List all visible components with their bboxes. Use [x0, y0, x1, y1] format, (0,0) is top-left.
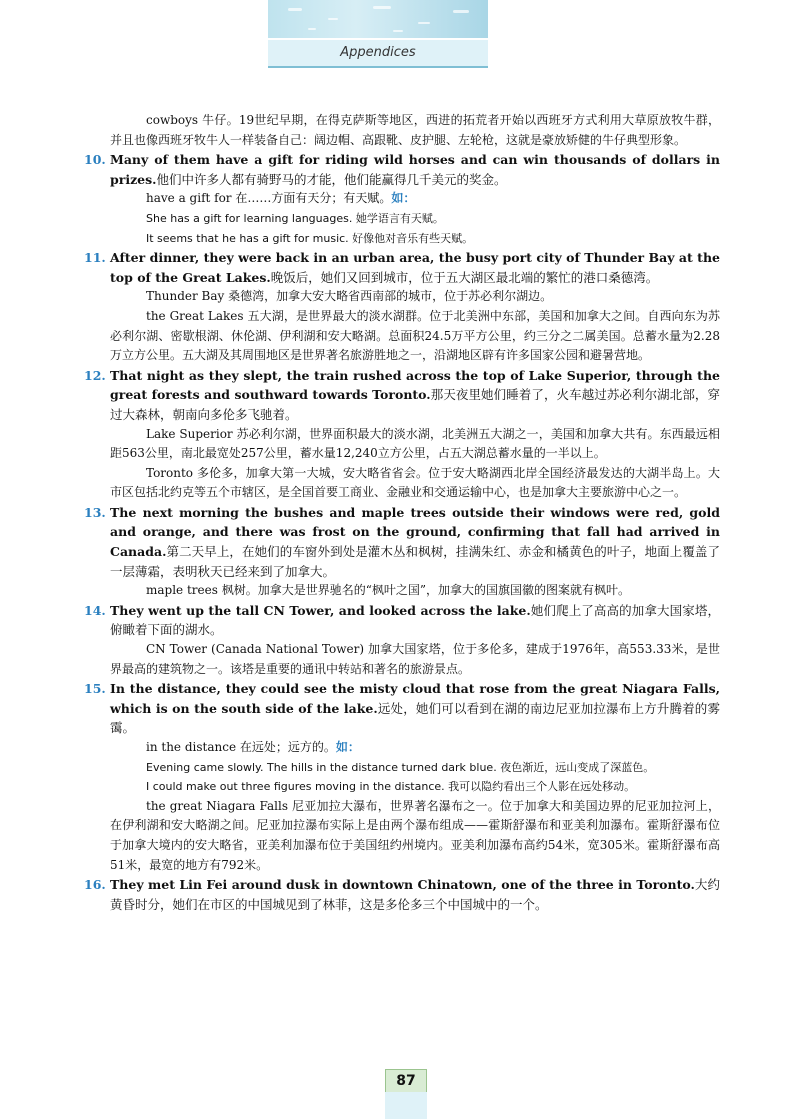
note-paragraph: Thunder Bay 桑德湾，加拿大安大略省西南部的城市，位于苏必利尔湖边。: [146, 289, 553, 304]
page-content: [84, 111, 720, 914]
note-paragraph: the Great Lakes 五大湖，是世界最大的淡水湖群。位于北美洲中东部，美国和加拿大之间。自西向东为苏必利尔湖、密歇根湖、休伦湖、伊利湖和安大略湖。总面积24.5万平方公里，约三分之二属美国。总蓄水量为2.28万立方公里。五大湖及其周围地区是世界著名旅游胜地之一，沿湖地区辟有许多国家公园和避暑营地。: [110, 308, 720, 363]
header-decoration: [268, 0, 488, 38]
sentence-text: [110, 248, 720, 287]
note-paragraph: Lake Superior 苏必利尔湖，世界面积最大的淡水湖，北美洲五大湖之一，美国和加拿大共有。东西最远相距563公里，南北最宽处257公里，蓄水量12,240立方公里，占五大湖总蓄水量的一半以上。: [110, 426, 720, 461]
sentence-text: [110, 503, 720, 581]
page-number-stem: [385, 1092, 427, 1119]
sentence-item: [84, 679, 720, 738]
sentence-text: [110, 150, 720, 189]
sentence-item: [84, 150, 720, 189]
note-paragraph: Toronto 多伦多，加拿大第一大城，安大略省省会。位于安大略湖西北岸全国经济最发达的大湖半岛上。大市区包括北约克等五个市辖区，是全国首要工商业、金融业和交通运输中心，也是加拿大主要旅游中心之一。: [110, 465, 720, 500]
sentence-chinese: 远处，她们可以看到在湖的南边尼亚加拉瀑布上方升腾着的雾霭。: [110, 700, 720, 736]
note-text: have a gift for 在……方面有天分；有天赋。: [146, 191, 392, 206]
sentence-text: [110, 366, 720, 425]
sentence-english: They went up the tall CN Tower, and looked across the lake.: [110, 602, 531, 618]
sentence-text: [110, 679, 720, 738]
item-number: 14.: [84, 602, 106, 618]
note-paragraph: [110, 738, 720, 758]
sentence-item: [84, 248, 720, 287]
sentence-chinese: 大约黄昏时分，她们在市区的中国城见到了林菲，这是多伦多三个中国城中的一个。: [110, 877, 720, 912]
example-sentence: Evening came slowly. The hills in the distance turned dark blue. 夜色渐近，远山变成了深蓝色。: [146, 760, 655, 774]
sentence-text: [110, 601, 720, 640]
example-sentence: I could make out three figures moving in the distance. 我可以隐约看出三个人影在远处移动。: [146, 780, 636, 794]
item-number: 10.: [84, 152, 106, 168]
sentence-item: [84, 503, 720, 581]
item-number: 16.: [84, 877, 106, 893]
item-number: 12.: [84, 367, 106, 383]
section-header: Appendices: [268, 40, 488, 68]
sentence-english: In the distance, they could see the misty cloud that rose from the great Niagara Falls, which is on the south side of the lake.: [110, 681, 720, 716]
example-marker: 如：: [391, 191, 416, 206]
note-paragraph: maple trees 枫树。加拿大是世界驰名的“枫叶之国”，加拿大的国旗国徽的图案就有枫叶。: [146, 583, 630, 598]
sentence-item: [84, 366, 720, 425]
example-marker: 如：: [335, 740, 360, 754]
sentence-english: They met Lin Fei around dusk in downtown Chinatown, one of the three in Toronto.: [110, 877, 695, 893]
example-sentence: It seems that he has a gift for music. 好像他对音乐有些天赋。: [146, 231, 474, 245]
note-paragraph: cowboys 牛仔。19世纪早期，在得克萨斯等地区，西进的拓荒者开始以西班牙方式利用大草原放牧牛群，并且也像西班牙牧牛人一样装备自己：阔边帽、高跟靴、皮护腿、左轮枪，这就是豪放矫健的牛仔典型形象。: [110, 113, 720, 147]
item-number: 15.: [84, 681, 106, 697]
sentence-english: After dinner, they were back in an urban area, the busy port city of Thunder Bay at the top of the Great Lakes.: [110, 250, 720, 285]
sentence-chinese: 他们中许多人都有骑野马的才能，他们能赢得几千美元的奖金。: [156, 171, 507, 187]
sentence-text: [110, 875, 720, 914]
sentence-chinese: 晚饭后，她们又回到城市，位于五大湖区最北端的繁忙的港口桑德湾。: [270, 269, 659, 285]
page-number: 87: [385, 1069, 427, 1093]
note-text: in the distance 在远处；远方的。: [146, 740, 336, 754]
item-number: 13.: [84, 504, 106, 520]
sentence-english: The next morning the bushes and maple trees outside their windows were red, gold and orange, and there was frost on the ground, confirming that fall had arrived in Canada.: [110, 504, 720, 560]
sentence-item: [84, 601, 720, 640]
note-paragraph: the great Niagara Falls 尼亚加拉大瀑布，世界著名瀑布之一。位于加拿大和美国边界的尼亚加拉河上，在伊利湖和安大略湖之间。尼亚加拉瀑布实际上是由两个瀑布组成——霍斯舒瀑布和亚美利加瀑布。霍斯舒瀑布位于加拿大境内的安大略省，亚美利加瀑布位于美国纽约州境内。亚美利加瀑布高约54米，宽305米。霍斯舒瀑布高51米，最宽的地方有792米。: [110, 798, 720, 872]
sentence-chinese: 那天夜里她们睡着了，火车越过苏必利尔湖北部，穿过大森林，朝南向多伦多飞驰着。: [110, 387, 720, 422]
sentence-chinese: 她们爬上了高高的加拿大国家塔，俯瞰着下面的湖水。: [110, 602, 720, 638]
note-paragraph: [110, 189, 720, 209]
sentence-chinese: 第二天早上，在她们的车窗外到处是灌木丛和枫树，挂满朱红、赤金和橘黄色的叶子，地面上覆盖了一层薄霜，表明秋天已经来到了加拿大。: [110, 544, 720, 579]
example-sentence: She has a gift for learning languages. 她学语言有天赋。: [146, 211, 444, 225]
sentence-english: That night as they slept, the train rushed across the top of Lake Superior, through the great forests and southward towards Toronto.: [110, 367, 720, 403]
sentence-english: Many of them have a gift for riding wild horses and can win thousands of dollars in prizes.: [110, 152, 720, 187]
item-number: 11.: [84, 250, 106, 266]
sentence-item: [84, 875, 720, 914]
note-paragraph: CN Tower (Canada National Tower) 加拿大国家塔，位于多伦多，建成于1976年，高553.33米，是世界最高的建筑物之一。该塔是重要的通讯中转站和著名的旅游景点。: [110, 642, 720, 676]
